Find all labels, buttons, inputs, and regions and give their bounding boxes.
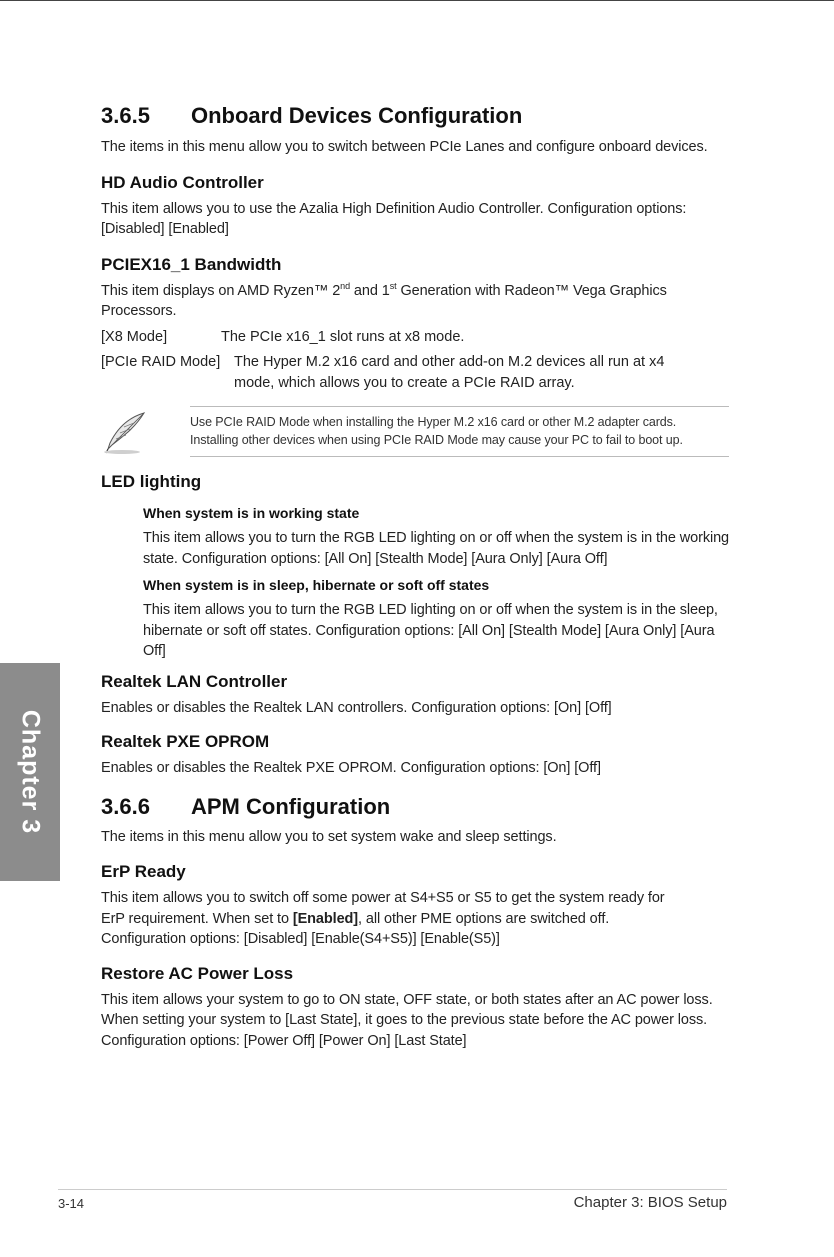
- pxe-heading: Realtek PXE OPROM: [101, 732, 270, 751]
- option-row: [101, 327, 729, 348]
- ac-loss-heading: Restore AC Power Loss: [101, 963, 294, 983]
- section-number: 3.6.5: [101, 103, 150, 128]
- led-working-body: This item allows you to turn the RGB LED lighting on or off when the system is in the working state. Configuration options: [All On] [Stealth Mode] [Aura Only] [Aura Off]: [143, 530, 730, 567]
- lan-heading: Realtek LAN Controller: [101, 671, 288, 691]
- option-row: [101, 352, 729, 393]
- section-heading-3-6-5: [101, 100, 729, 132]
- page-content: [101, 100, 729, 1051]
- section-number: 3.6.6: [101, 793, 150, 819]
- quill-pen-icon: [100, 411, 150, 455]
- hd-audio-heading: HD Audio Controller: [101, 172, 264, 192]
- note-box: [190, 406, 729, 457]
- option-desc: The PCIe x16_1 slot runs at x8 mode.: [221, 328, 465, 345]
- option-key: [PCIe RAID Mode]: [101, 354, 221, 370]
- hd-audio-body: This item allows you to use the Azalia High Definition Audio Controller. Configuration options: [Disabled] [Enabled]: [101, 200, 687, 237]
- ac-loss-body: This item allows your system to go to ON state, OFF state, or both states after an AC power loss. When setting your system to [Last State], it goes to the previous state before the AC power loss. Configuration options: [Power Off] [Power On] [Last State]: [101, 991, 713, 1049]
- note-line-2: Installing other devices when using PCIe RAID Mode may cause your PC to fail to boot up.: [190, 433, 683, 447]
- led-subsection: [101, 503, 729, 662]
- led-working-heading: When system is in working state: [143, 505, 360, 521]
- section-title: Onboard Devices Configuration: [191, 103, 523, 128]
- section-intro: The items in this menu allow you to set system wake and sleep settings.: [101, 828, 557, 845]
- led-sleep-body: This item allows you to turn the RGB LED lighting on or off when the system is in the sleep, hibernate or soft off states. Configuration options: [All On] [Stealth Mode] [Aura Only] [Aura Off]: [143, 602, 718, 659]
- footer-chapter-title: Chapter 3: BIOS Setup: [573, 1194, 727, 1211]
- lan-body: Enables or disables the Realtek LAN controllers. Configuration options: [On] [Off]: [101, 699, 612, 716]
- section-intro: The items in this menu allow you to switch between PCIe Lanes and configure onboard devices.: [101, 139, 708, 155]
- section-title: APM Configuration: [191, 793, 391, 819]
- led-sleep-heading: When system is in sleep, hibernate or soft off states: [143, 577, 490, 593]
- footer-rule: [58, 1189, 727, 1190]
- chapter-side-tab: [0, 663, 60, 881]
- pciex16-body: This item displays on AMD Ryzen™ 2nd and 1st Generation with Radeon™ Vega Graphics Processors.: [101, 280, 667, 319]
- pciex16-heading: PCIEX16_1 Bandwidth: [101, 254, 282, 274]
- note-line-1: Use PCIe RAID Mode when installing the Hyper M.2 x16 card or other M.2 adapter cards.: [190, 415, 677, 429]
- erp-heading: ErP Ready: [101, 862, 186, 881]
- chapter-side-tab-label: Chapter 3: [16, 709, 45, 835]
- top-rule: [0, 0, 834, 1]
- led-heading: LED lighting: [101, 472, 202, 491]
- page-number: 3-14: [58, 1196, 85, 1211]
- pxe-body: Enables or disables the Realtek PXE OPROM. Configuration options: [On] [Off]: [101, 760, 601, 776]
- option-key: [X8 Mode]: [101, 328, 168, 345]
- section-heading-3-6-6: [101, 791, 729, 823]
- option-desc: The Hyper M.2 x16 card and other add-on M.2 devices all run at x4 mode, which allows you to create a PCIe RAID array.: [234, 354, 665, 391]
- erp-body: This item allows you to switch off some power at S4+S5 or S5 to get the system ready for ErP requirement. When set to [Enabled], all other PME options are switched off. Configuration options: [Disabled] [Enable(S4+S5)] [Enable(S5)]: [101, 890, 665, 947]
